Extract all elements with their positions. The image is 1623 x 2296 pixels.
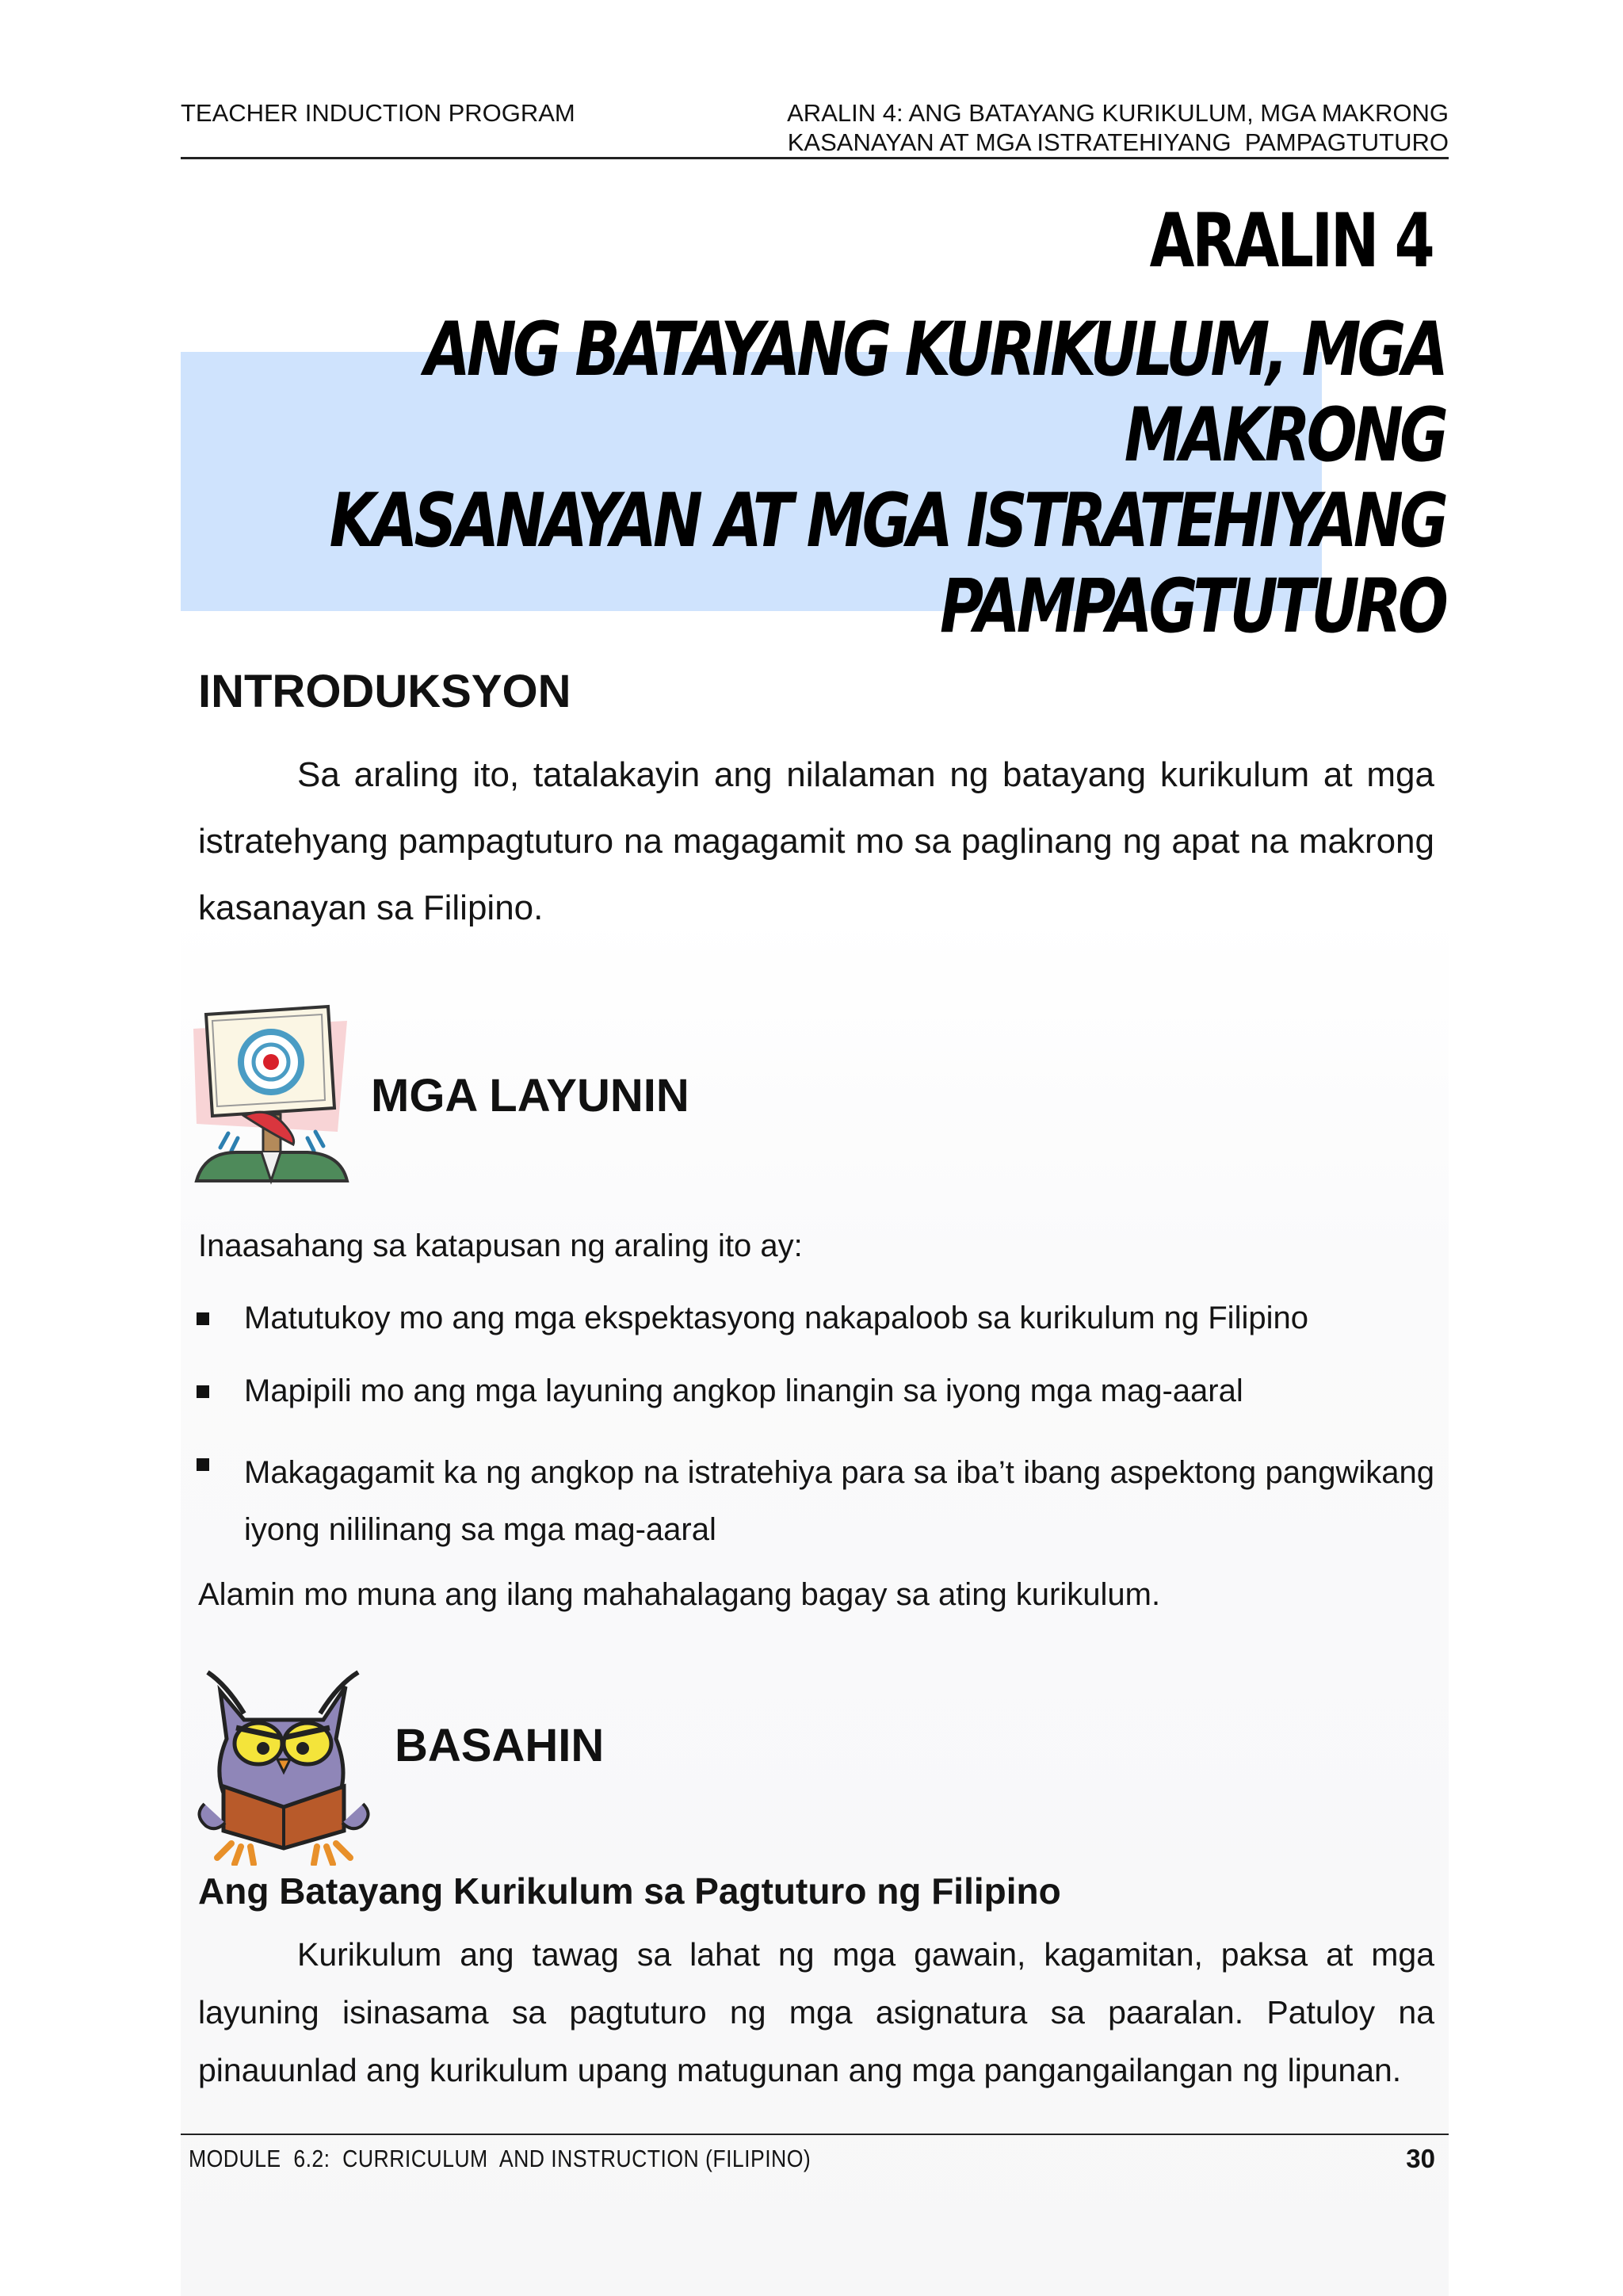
objective-item: Matutukoy mo ang mga ekspektasyong nakapaloob sa kurikulum ng Filipino [244, 1301, 1308, 1335]
lesson-number: ARALIN 4 [1150, 198, 1433, 285]
page-number: 30 [1406, 2144, 1435, 2173]
reading-heading: BASAHIN [395, 1720, 605, 1771]
objectives-heading: MGA LAYUNIN [371, 1070, 689, 1121]
lesson-title [304, 308, 1445, 650]
target-sign-icon [189, 997, 355, 1187]
header-lesson-line1: ARALIN 4: ANG BATAYANG KURIKULUM, MGA MAKRONG [787, 99, 1449, 127]
header-program: TEACHER INDUCTION PROGRAM [181, 99, 575, 127]
footer-module: MODULE 6.2: CURRICULUM AND INSTRUCTION (FILIPINO) [189, 2145, 812, 2172]
lesson-title-line2: KASANAYAN AT MGA ISTRATEHIYANG [329, 478, 1445, 564]
objectives-lead: Inaasahang sa katapusan ng araling ito ay: [198, 1228, 803, 1263]
reading-owl-icon [189, 1668, 379, 1866]
bullet-marker [197, 1312, 209, 1325]
intro-heading: INTRODUKSYON [198, 666, 571, 717]
header-lesson-line2: KASANAYAN AT MGA ISTRATEHIYANG PAMPAGTUTURO [787, 128, 1449, 156]
footer-rule [181, 2134, 1449, 2135]
lesson-title-line1: ANG BATAYANG KURIKULUM, MGA MAKRONG [424, 307, 1445, 479]
reading-paragraph [198, 1926, 1434, 2099]
header-lesson-title [787, 98, 1449, 157]
objective-item: Makagagamit ka ng angkop na istratehiya para sa iba’t ibang aspektong pangwikang iyong nililinang sa mga mag-aaral [244, 1455, 1434, 1547]
reading-subheading: Ang Batayang Kurikulum sa Pagtuturo ng Filipino [198, 1870, 1061, 1912]
lesson-title-line3: PAMPAGTUTURO [939, 563, 1445, 650]
objective-item: Mapipili mo ang mga layuning angkop linangin sa iyong mga mag-aaral [244, 1373, 1243, 1408]
intro-paragraph [198, 742, 1434, 942]
header-rule [181, 157, 1449, 159]
bullet-marker [197, 1458, 209, 1471]
reading-text: Kurikulum ang tawag sa lahat ng mga gawain, kagamitan, paksa at mga layuning isinasama sa pagtuturo ng mga asignatura sa paaralan. Patuloy na pinauunlad ang kurikulum upang matugunan ang mga pangangailangan ng lipunan. [198, 1936, 1434, 2088]
bullet-marker [197, 1385, 209, 1398]
intro-text: Sa araling ito, tatalakayin ang nilalaman ng batayang kurikulum at mga istratehyang pampagtuturo na magagamit mo sa paglinang ng apat na makrong kasanayan sa Filipino. [198, 755, 1434, 927]
objectives-closing: Alamin mo muna ang ilang mahahalagang bagay sa ating kurikulum. [198, 1577, 1161, 1612]
